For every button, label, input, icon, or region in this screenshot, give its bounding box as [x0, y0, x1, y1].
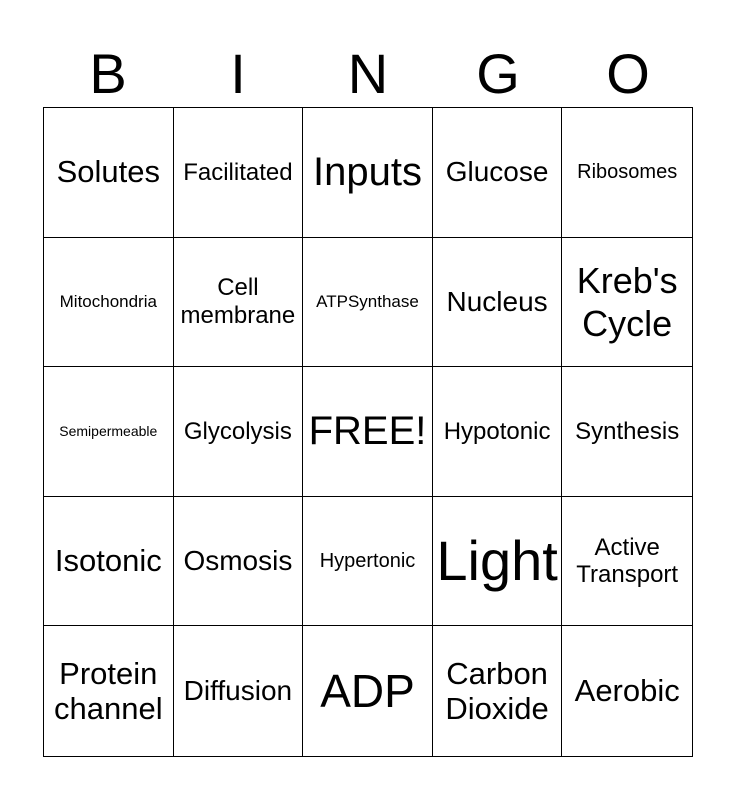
bingo-cell [303, 238, 433, 368]
bingo-cell [174, 238, 304, 368]
cell-text: Diffusion [183, 675, 293, 707]
cell-text: Isotonic [54, 543, 162, 579]
cell-text: Synthesis [575, 417, 680, 445]
bingo-cell [303, 367, 433, 497]
bingo-cell [433, 108, 563, 238]
bingo-cell [562, 497, 692, 627]
bingo-cell [44, 108, 174, 238]
bingo-cell [44, 497, 174, 627]
header-letter-o: O [606, 42, 650, 105]
bingo-cell [174, 497, 304, 627]
bingo-cell [303, 497, 433, 627]
bingo-cell [562, 626, 692, 756]
cell-text: Osmosis [183, 545, 293, 576]
cell-text: Aerobic [574, 673, 680, 709]
header-letter-g: G [476, 42, 520, 105]
cell-text: Carbon Dioxide [445, 655, 549, 727]
bingo-cell [562, 367, 692, 497]
bingo-cell [433, 626, 563, 756]
cell-text: ATPSynthase [316, 292, 419, 312]
bingo-cell [44, 626, 174, 756]
bingo-cell [44, 367, 174, 497]
cell-text: Nucleus [446, 285, 548, 317]
header-letter-i: I [230, 42, 246, 105]
cell-text: FREE! [308, 409, 427, 454]
cell-text: Hypertonic [319, 549, 416, 572]
cell-text: Ribosomes [577, 160, 678, 183]
bingo-cell [174, 626, 304, 756]
cell-text: Active Transport [576, 533, 679, 589]
cell-text: ADP [320, 664, 415, 717]
cell-text: Mitochondria [59, 292, 157, 312]
bingo-grid [43, 107, 693, 757]
bingo-cell [562, 108, 692, 238]
bingo-cell [174, 108, 304, 238]
bingo-cell [562, 238, 692, 368]
bingo-cell [44, 238, 174, 368]
cell-text: Solutes [56, 154, 160, 190]
bingo-cell [174, 367, 304, 497]
header-letter-n: N [347, 42, 389, 105]
bingo-header [43, 42, 693, 106]
bingo-cell [433, 367, 563, 497]
cell-text: Semipermeable [59, 423, 158, 440]
cell-text: Glucose [445, 156, 549, 188]
cell-text: Glycolysis [183, 417, 292, 445]
cell-text: Light [436, 528, 558, 592]
bingo-cell [303, 108, 433, 238]
cell-text: Cell membrane [180, 274, 296, 329]
cell-text: Inputs [313, 150, 422, 195]
cell-text: Facilitated [183, 158, 293, 186]
cell-text: Protein channel [54, 655, 163, 727]
bingo-cell [433, 238, 563, 368]
cell-text: Hypotonic [443, 417, 551, 445]
bingo-cell [303, 626, 433, 756]
header-letter-b: B [89, 42, 127, 105]
bingo-cell [433, 497, 563, 627]
cell-text: Kreb's Cycle [576, 259, 678, 344]
